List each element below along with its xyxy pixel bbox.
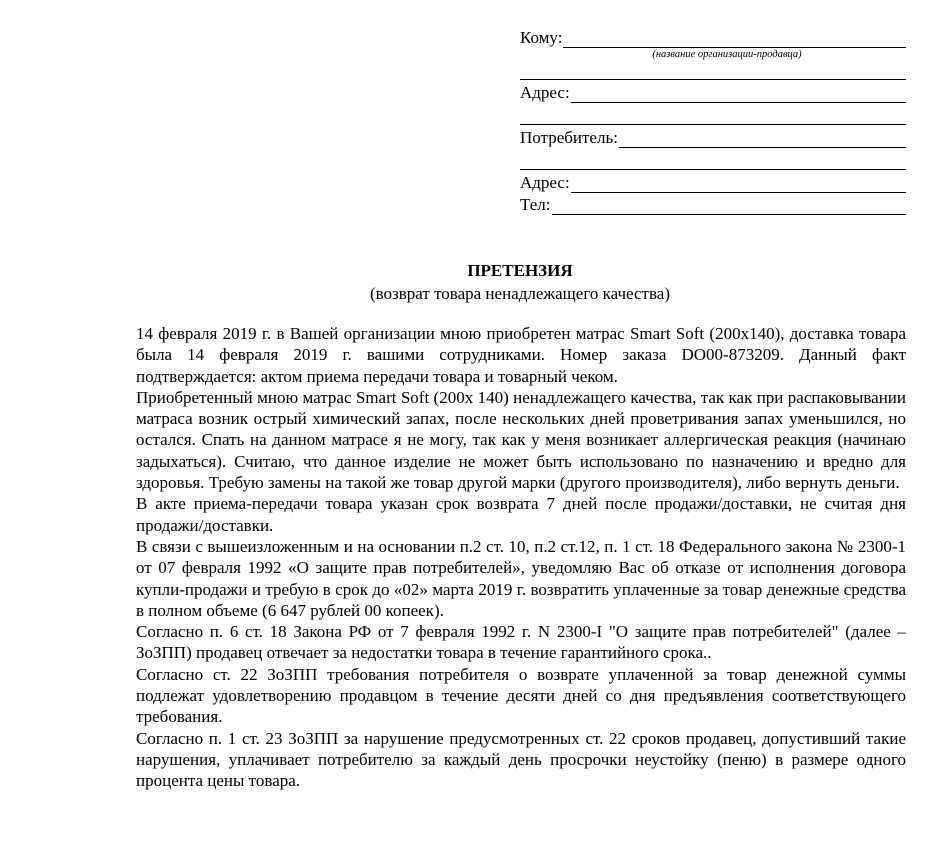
document-title: ПРЕТЕНЗИЯ	[467, 261, 573, 280]
consumer-field	[520, 126, 906, 148]
address1-blank-line	[571, 86, 906, 103]
blank-line	[520, 62, 906, 80]
claim-body	[136, 323, 906, 792]
document-subtitle: (возврат товара ненадлежащего качества)	[369, 284, 670, 303]
paragraph: Согласно п. 6 ст. 18 Закона РФ от 7 февраля 1992 г. N 2300-I "О защите прав потребителей" (далее – ЗоЗПП) продавец отвечает за недостатки товара в течение гарантийного срока..	[136, 622, 906, 663]
address1-field	[520, 81, 906, 103]
to-field	[520, 26, 906, 48]
blank-line	[520, 148, 906, 170]
org-name-note: (название организации-продавца)	[652, 49, 802, 60]
paragraph: В связи с вышеизложенным и на основании п.2 ст. 10, п.2 ст.12, п. 1 ст. 18 Федерального закона № 2300-1 от 07 февраля 1992 «О защите прав потребителей», уведомляю Вас об отказе от исполнения договора купли-продажи и требую в срок до «02» марта 2019 г. возвратить уплаченные за товар денежные средства в полном объеме (6 647 рублей 00 копеек).	[136, 536, 906, 620]
consumer-blank-line	[619, 131, 906, 148]
paragraph: 14 февраля 2019 г. в Вашей организации мною приобретен матрас Smart Soft (200х140), доставка товара была 14 февраля 2019 г. вашими сотрудниками. Номер заказа DO00-873209. Данный факт подтверждается: актом приема передачи товара и товарный чеком.	[136, 324, 906, 386]
phone-field	[520, 193, 906, 215]
address2-blank-line	[571, 176, 906, 193]
address2-field	[520, 171, 906, 193]
to-blank-line	[563, 31, 906, 48]
address1-label: Адрес:	[520, 83, 570, 102]
paragraph: Согласно п. 1 ст. 23 ЗоЗПП за нарушение предусмотренных ст. 22 сроков продавец, допустивший такие нарушения, уплачивает потребителю за каждый день просрочки неустойку (пеню) в размере одного процента цены товара.	[136, 728, 906, 791]
paragraph: Приобретенный мною матрас Smart Soft (200х 140) ненадлежащего качества, так как при распаковывании матраса возник острый химический запах, после нескольких дней проветривания запах уменьшился, но остался. Спать на данном матрасе я не могу, так как у меня возникает аллергическая реакция (начинаю задыхаться). Считаю, что данное изделие не может быть использовано по назначению и вредно для здоровья. Требую замены на такой же товар другой марки (другого производителя), либо вернуть деньги.	[136, 387, 906, 493]
blank-line	[520, 103, 906, 125]
paragraph: В акте приема-передачи товара указан срок возврата 7 дней после продажи/доставки, не считая дня продажи/доставки.	[136, 494, 906, 535]
to-label: Кому:	[520, 28, 563, 47]
paragraph: Согласно ст. 22 ЗоЗПП требования потребителя о возврате уплаченной за товар денежной суммы подлежат удовлетворению продавцом в течение десяти дней со дня предъявления соответствующего требования.	[136, 664, 906, 727]
consumer-label: Потребитель:	[520, 128, 618, 147]
phone-label: Тел:	[520, 195, 551, 214]
recipient-header	[520, 26, 906, 215]
address2-label: Адрес:	[520, 173, 570, 192]
phone-blank-line	[552, 198, 907, 215]
